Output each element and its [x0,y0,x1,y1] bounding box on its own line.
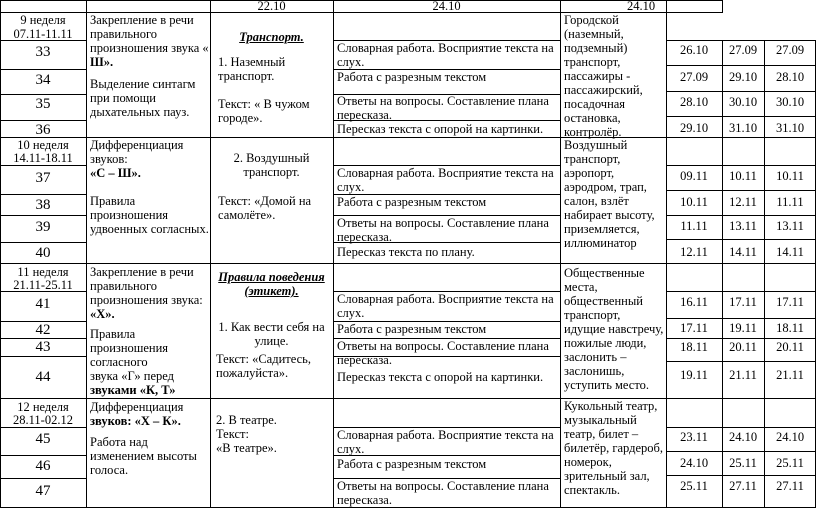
date-sep [666,65,816,66]
activity: Ответы на вопросы. Составление плана пересказа. [337,339,549,367]
vocabulary: Городской (наземный, подземный) транспорт, пассажиры - пассажирский, посадочная остановка, контролёр. [564,13,643,139]
lesson-number: 33 [35,44,51,60]
date-1: 09.11 [680,169,708,183]
date-3: 10.11 [776,169,804,183]
divider-week [86,0,87,508]
lexical-subtopic: 2. В театре. Текст: «В театре». [216,413,277,455]
activity: Работа с разрезным текстом [337,195,487,209]
date-1: 16.11 [680,295,708,309]
date-1: 24.10 [679,456,709,470]
date-3: 27.11 [776,479,804,493]
date-sep [666,190,816,191]
lesson-number: 36 [35,122,51,138]
header-date-2: 24.10 [432,0,461,13]
vocabulary: Кукольный театр, музыкальный театр, билет – билетёр, гардероб, номерок, зрительный зал, спектакль. [564,399,663,497]
date-sep [666,239,816,240]
date-sep [666,338,816,339]
date-1: 12.11 [680,245,708,259]
week-label: 12 неделя [17,400,69,414]
date-3: 24.10 [775,430,805,444]
week-label: 9 неделя [20,13,66,27]
date-3: 25.11 [776,456,804,470]
lexical-text: Текст: «Садитесь, пожалуйста». [216,352,311,380]
date-1: 27.09 [679,70,709,84]
activity: Ответы на вопросы. Составление плана пересказа. [337,479,549,507]
date-3: 18.11 [776,321,804,335]
date-1: 11.11 [680,219,708,233]
activity: Словарная работа. Восприятие текста на слух. [337,292,554,320]
date-1: 17.11 [680,321,708,335]
week-label: 10 неделя [17,138,69,152]
activity: Работа с разрезным текстом [337,70,487,84]
lesson-number: 46 [35,458,51,474]
date-2: 13.11 [729,219,757,233]
border-bottom [0,507,816,508]
header-date-1: 22.10 [257,0,286,13]
lesson-number: 35 [35,96,51,112]
phonetic-subtopic: Работа над изменением высоты голоса. [90,435,197,477]
activity: Словарная работа. Восприятие текста на слух. [337,166,554,194]
lesson-number: 42 [35,322,51,338]
date-sep [666,475,816,476]
date-1: 29.10 [679,121,709,135]
lexical-subtopic: 1. Как вести себя на улице. [218,320,325,348]
date-2: 25.11 [729,456,757,470]
activity: Ответы на вопросы. Составление плана пересказа. [337,216,549,244]
lesson-number: 43 [35,339,51,355]
date-sep [666,361,816,362]
week-range: 21.11-25.11 [13,278,73,292]
phonetic-subtopic: Выделение синтагм при помощи дыхательных пауз. [90,77,196,119]
lexical-topic-title: Правила поведения (этикет). [218,270,325,298]
date-sep [666,451,816,452]
date-3: 21.11 [776,368,804,382]
lesson-number: 41 [35,296,51,312]
week-sep [0,455,87,456]
activity: Ответы на вопросы. Составление плана пересказа. [337,94,549,122]
divider-phon [210,0,211,508]
date-3: 28.10 [775,70,805,84]
week-range: 14.11-18.11 [13,151,73,165]
date-3: 30.10 [775,95,805,109]
date-sep [666,427,816,428]
block-sep-2 [0,263,816,264]
divider-act [560,0,561,508]
week-sep [0,94,87,95]
date-3: 14.11 [776,245,804,259]
phonetic-topic: Закрепление в речи правильного произношения звука: «Х». [90,265,203,321]
date-3: 13.11 [776,219,804,233]
week-sep [0,120,87,121]
activity: Пересказ текста по плану. [337,245,475,259]
phonetic-topic: Дифференциация звуков: «Х – К». [90,400,184,428]
lesson-number: 37 [35,170,51,186]
date-1: 26.10 [679,43,709,57]
date-2: 27.11 [729,479,757,493]
date-sep [666,165,816,166]
lesson-number: 38 [35,197,51,213]
date-1: 19.11 [680,368,708,382]
vocabulary: Воздушный транспорт, аэропорт, аэродром, трап, салон, взлёт набирает высоту, приземляется, иллюминатор [564,138,655,250]
week-sep [0,478,87,479]
date-1: 23.11 [680,430,708,444]
date-sep [666,40,816,41]
date-3: 17.11 [776,295,804,309]
lesson-number: 39 [35,219,51,235]
date-1: 28.10 [679,95,709,109]
header-date-3: 24.10 [626,0,656,13]
vocabulary: Общественные места, общественный транспорт, идущие навстречу, пожилые люди, заслонить – заслонишь, уступить место. [564,266,664,392]
date-1: 10.11 [680,195,708,209]
date-2: 17.11 [729,295,757,309]
lesson-number: 45 [35,431,51,447]
date-2: 14.11 [729,245,757,259]
date-sep [666,91,816,92]
week-range: 07.11-11.11 [13,27,73,41]
activity: Пересказ текста с опорой на картинки. [337,370,544,384]
phonetic-subtopic: Правила произношения удвоенных согласных. [90,194,209,236]
week-range: 28.11-02.12 [13,413,73,427]
activity: Работа с разрезным текстом [337,322,487,336]
week-label: 11 неделя [17,265,69,279]
lesson-number: 44 [35,369,51,385]
date-2: 19.11 [729,321,757,335]
date-sep [666,116,816,117]
divider-lex [333,0,334,508]
week-sep [0,165,87,166]
lexical-topic-title: Транспорт. [239,30,304,44]
date-3: 31.10 [775,121,805,135]
date-2: 24.10 [728,430,758,444]
phonetic-subtopic: Правила произношения согласного звука «Г» перед звуками «К, Т» [90,327,176,397]
date-1: 25.11 [680,479,708,493]
lexical-text: Текст: «Домой на самолёте». [218,194,312,222]
date-2: 12.11 [729,195,757,209]
phonetic-topic: Закрепление в речи правильного произношения звука « Ш». [90,13,209,69]
lesson-number: 40 [35,245,51,261]
phonetic-topic: Дифференциация звуков: «С – Ш». [90,138,184,180]
lexical-subtopic: 1. Наземный транспорт. [218,55,286,83]
date-sep [666,318,816,319]
block-sep-3 [0,398,816,399]
lexical-subtopic: 2. Воздушный транспорт. [233,151,310,179]
date-2: 27.09 [728,43,758,57]
date-2: 30.10 [728,95,758,109]
week-sep [0,242,87,243]
date-2: 21.11 [729,368,757,382]
date-3: 11.11 [776,195,804,209]
week-sep [0,356,87,357]
date-2: 10.11 [729,169,757,183]
date-2: 20.11 [729,340,757,354]
date-2: 31.10 [728,121,758,135]
activity: Работа с разрезным текстом [337,457,487,471]
week-sep [0,69,87,70]
divider-hdr [722,0,723,12]
activity: Словарная работа. Восприятие текста на слух. [337,41,554,69]
date-3: 27.09 [775,43,805,57]
date-2: 29.10 [728,70,758,84]
week-sep [0,215,87,216]
lesson-number: 47 [35,483,51,499]
date-sep [666,291,816,292]
date-3: 20.11 [776,340,804,354]
week-sep [0,427,87,428]
date-1: 18.11 [680,340,708,354]
week-sep [0,194,87,195]
activity: Словарная работа. Восприятие текста на слух. [337,428,554,456]
date-sep [666,215,816,216]
activity: Пересказ текста с опорой на картинки. [337,122,544,136]
lexical-text: Текст: « В чужом городе». [218,97,310,125]
lesson-number: 34 [35,72,51,88]
